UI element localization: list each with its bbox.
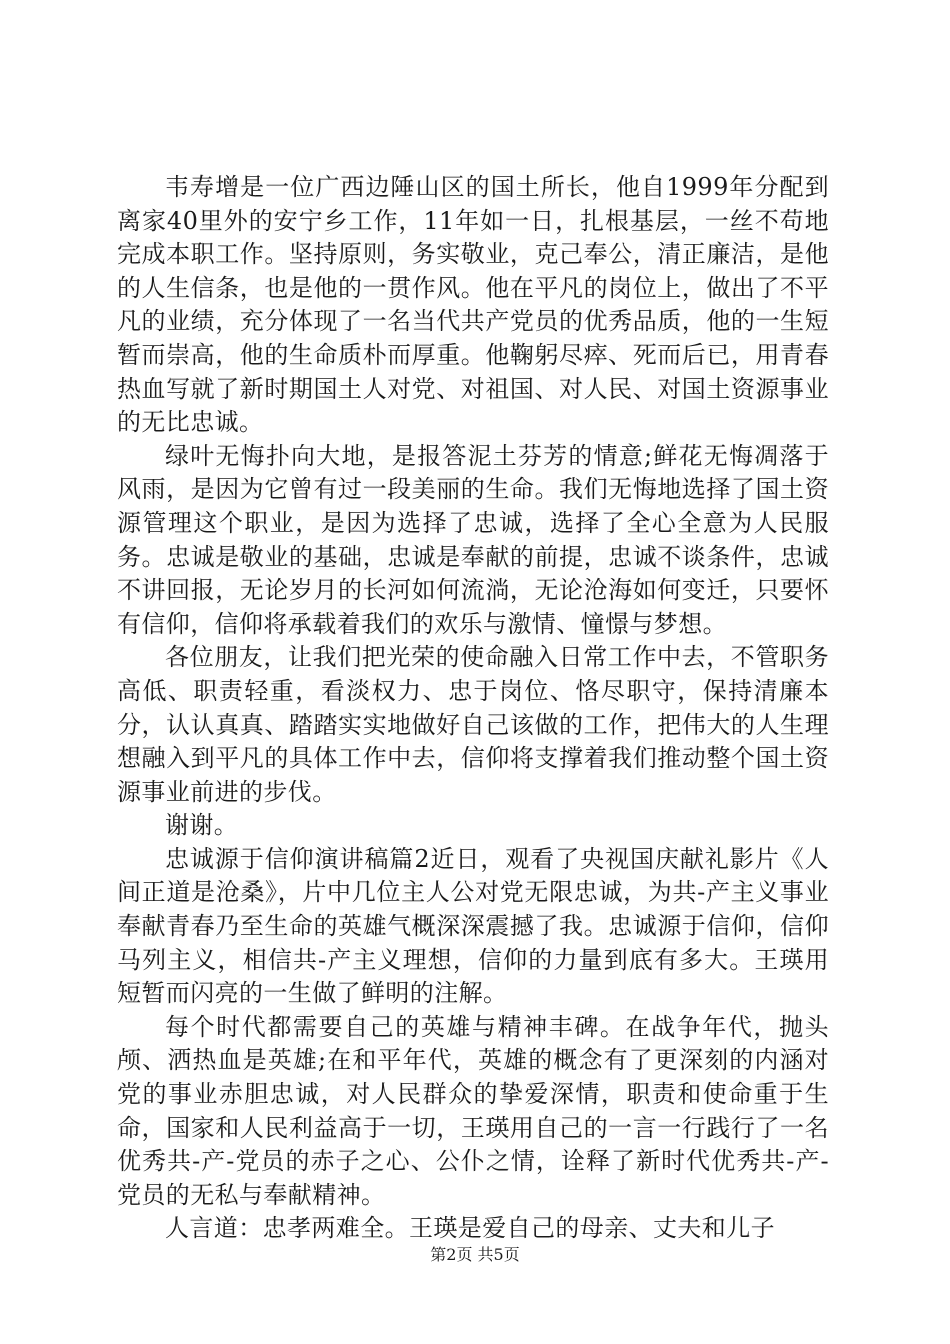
paragraph: 谢谢。 xyxy=(165,811,239,840)
paragraph: 各位朋友，让我们把光荣的使命融入日常工作中去，不管职务高低、职责轻重，看淡权力、忠于岗位、恪尽职守，保持清廉本分，认认真真、踏踏实实地做好自己该做的工作，把伟大的人生理想融入到平凡的具体工作中去，信仰将支撑着我们推动整个国土资源事业前进的步伐。 xyxy=(117,643,829,806)
paragraph: 韦寿增是一位广西边陲山区的国土所长，他自1999年分配到离家40里外的安宁乡工作，11年如一日，扎根基层，一丝不苟地完成本职工作。坚持原则，务实敬业，克己奉公，清正廉洁，是他的人生信条，也是他的一贯作风。他在平凡的岗位上，做出了不平凡的业绩，充分体现了一名当代共产党员的优秀品质，他的一生短暂而崇高，他的生命质朴而厚重。他鞠躬尽瘁、死而后已，用青春热血写就了新时期国土人对党、对祖国、对人民、对国土资源事业的无比忠诚。 xyxy=(117,173,829,437)
paragraph: 忠诚源于信仰演讲稿篇2近日，观看了央视国庆献礼影片《人间正道是沧桑》，片中几位主人公对党无限忠诚，为共-产主义事业奉献青春乃至生命的英雄气概深深震撼了我。忠诚源于信仰，信仰马列主义，相信共-产主义理想，信仰的力量到底有多大。王瑛用短暂而闪亮的一生做了鲜明的注解。 xyxy=(117,844,829,1008)
document-body xyxy=(117,171,829,1246)
paragraph: 绿叶无悔扑向大地，是报答泥土芬芳的情意;鲜花无悔凋落于风雨，是因为它曾有过一段美丽的生命。我们无悔地选择了国土资源管理这个职业，是因为选择了忠诚，选择了全心全意为人民服务。忠诚是敬业的基础，忠诚是奉献的前提，忠诚不谈条件，忠诚不讲回报，无论岁月的长河如何流淌，无论沧海如何变迁，只要怀有信仰，信仰将承载着我们的欢乐与激情、憧憬与梦想。 xyxy=(117,441,829,638)
paragraph: 人言道：忠孝两难全。王瑛是爱自己的母亲、丈夫和儿子 xyxy=(165,1214,775,1243)
paragraph: 每个时代都需要自己的英雄与精神丰碑。在战争年代，抛头颅、洒热血是英雄;在和平年代，英雄的概念有了更深刻的内涵对党的事业赤胆忠诚，对人民群众的挚爱深情，职责和使命重于生命，国家和人民利益高于一切，王瑛用自己的一言一行践行了一名优秀共-产-党员的赤子之心、公仆之情，诠释了新时代优秀共-产-党员的无私与奉献精神。 xyxy=(117,1012,829,1209)
page-footer: 第2页 共5页 xyxy=(430,1245,520,1264)
